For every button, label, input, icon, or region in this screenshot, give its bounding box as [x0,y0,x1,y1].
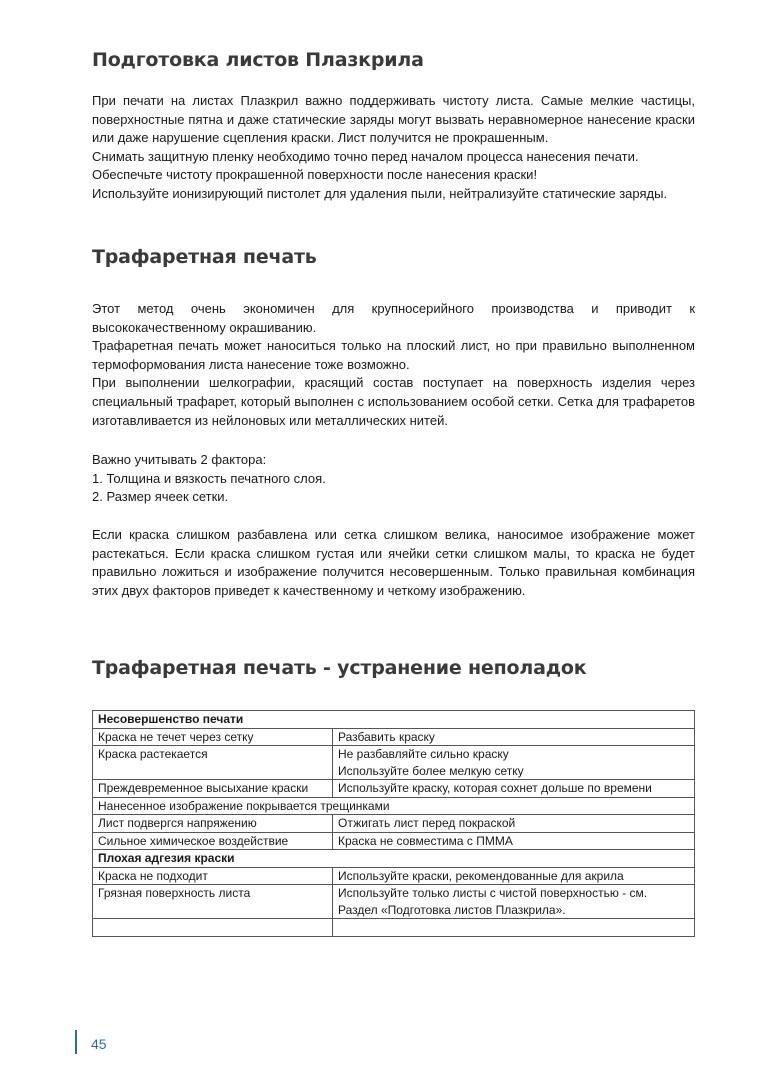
paragraph: Обеспечьте чистоту прокрашенной поверхности после нанесения краски! [92,167,538,183]
problem-cell: Краска не течет через сетку [93,728,333,746]
paragraph: При выполнении шелкографии, красящий состав поступает на поверхность изделия через специальный трафарет, который выполнен с использованием особой сетки. Сетка для трафаретов изготавливается из нейлоновых или металлических нитей. [92,375,695,428]
solution-cell: Используйте краску, которая сохнет дольше по времени [333,780,695,798]
preparation-text [92,92,695,204]
section-title-screen-printing: Трафаретная печать [92,246,317,268]
table-row [93,746,695,780]
problem-cell: Краска растекается [93,746,333,780]
problem-cell: Грязная поверхность листа [93,885,333,919]
problem-cell: Преждевременное высыхание краски [93,780,333,798]
table-row [93,728,695,746]
table-row [93,867,695,885]
table-row-empty [93,919,695,937]
table-row [93,832,695,850]
paragraph: Трафаретная печать может наноситься только на плоский лист, но при правильно выполненном термоформования листа нанесение тоже возможно. [92,338,695,372]
table-group-row [93,850,695,868]
table-row [93,797,695,815]
paragraph: Снимать защитную пленку необходимо точно перед началом процесса нанесения печати. [92,148,639,164]
section-title-troubleshooting: Трафаретная печать - устранение неполадок [92,657,587,679]
factors-intro: Важно учитывать 2 фактора: [92,452,267,467]
screen-printing-text [92,300,695,430]
solution-cell: Краска не совместима с ПММА [333,832,695,850]
paragraph: Этот метод очень экономичен для крупносерийного производства и приводит к высококачественному окрашиванию. [92,301,695,335]
paragraph: При печати на листах Плазкрил важно поддерживать чистоту листа. Самые мелкие частицы, поверхностные пятна и даже статические заряды могут вызвать неравномерное нанесение краски или даже нарушение сцепления краски. Лист получится не прокрашенным. [92,93,695,146]
table-group-header: Несовершенство печати [93,711,695,729]
paragraph: Если краска слишком разбавлена или сетка слишком велика, наносимое изображение может растекаться. Если краска слишком густая или ячейки сетки слишком малы, то краска не будет правильно ложиться и изображение получится несовершенным. Только правильная комбинация этих двух факторов приведет к качественному и четкому изображению. [92,527,695,598]
solution-cell: Используйте только листы с чистой поверхностью - см. Раздел «Подготовка листов Плазкрила». [333,885,695,919]
table-row [93,885,695,919]
table-group-row [93,711,695,729]
list-item: 1. Толщина и вязкость печатного слоя. [92,470,326,486]
table-group-header: Плохая адгезия краски [93,850,695,868]
empty-cell [93,919,333,937]
solution-cell: Используйте краски, рекомендованные для акрила [333,867,695,885]
troubleshooting-table [92,710,695,937]
problem-cell: Нанесенное изображение покрывается трещинками [93,797,695,815]
solution-cell [333,746,695,780]
conclusion-text [92,526,695,600]
factors-list [92,451,695,507]
table-row [93,780,695,798]
footer-accent-bar [75,1030,77,1054]
problem-cell: Лист подвергся напряжению [93,815,333,833]
problem-cell: Сильное химическое воздействие [93,832,333,850]
empty-cell [333,919,695,937]
table-row [93,815,695,833]
solution-cell: Отжигать лист перед покраской [333,815,695,833]
list-item: 2. Размер ячеек сетки. [92,489,229,505]
page-number: 45 [91,1036,107,1052]
solution-line: Не разбавляйте сильно краску [338,747,509,761]
solution-cell: Разбавить краску [333,728,695,746]
solution-line: Используйте более мелкую сетку [338,763,524,778]
problem-cell: Краска не подходит [93,867,333,885]
section-title-preparation: Подготовка листов Плазкрила [92,49,424,71]
paragraph: Используйте ионизирующий пистолет для удаления пыли, нейтрализуйте статические заряды. [92,185,668,201]
